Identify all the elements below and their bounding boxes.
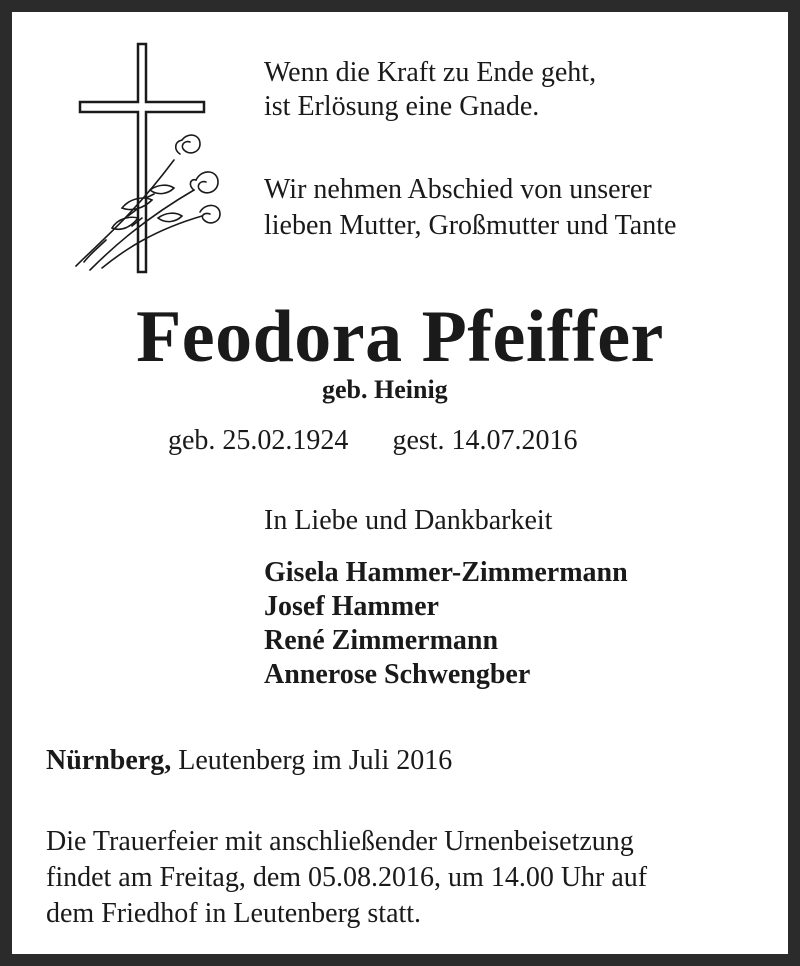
mourner-name: Josef Hammer bbox=[264, 591, 439, 622]
funeral-details bbox=[46, 824, 758, 932]
mourners-list bbox=[264, 556, 628, 692]
funeral-line-1: Die Trauerfeier mit anschließender Urnenbeisetzung bbox=[46, 826, 634, 857]
farewell-line-1: Wir nehmen Abschied von unserer bbox=[264, 174, 652, 205]
place-date bbox=[46, 744, 452, 778]
mourner-name: Gisela Hammer-Zimmermann bbox=[264, 557, 628, 588]
thanks-line: In Liebe und Dankbarkeit bbox=[264, 505, 553, 536]
deceased-name: Feodora Pfeiffer bbox=[136, 296, 664, 378]
place-rest: Leutenberg im Juli 2016 bbox=[178, 745, 453, 776]
verse-line-1: Wenn die Kraft zu Ende geht, bbox=[264, 57, 597, 88]
mourner-name: Annerose Schwengber bbox=[264, 659, 531, 690]
life-dates bbox=[168, 424, 578, 458]
death-date: gest. 14.07.2016 bbox=[392, 425, 578, 456]
place-city: Nürnberg, bbox=[46, 745, 172, 776]
cross-with-roses-icon bbox=[62, 40, 232, 280]
funeral-line-2: findet am Freitag, dem 05.08.2016, um 14.00 Uhr auf bbox=[46, 862, 648, 893]
farewell-text bbox=[264, 172, 758, 244]
cross-icon bbox=[80, 44, 204, 272]
verse bbox=[264, 56, 596, 124]
verse-line-2: ist Erlösung eine Gnade. bbox=[264, 91, 540, 122]
maiden-name: geb. Heinig bbox=[322, 375, 448, 404]
mourner-name: René Zimmermann bbox=[264, 625, 499, 656]
birth-date: geb. 25.02.1924 bbox=[168, 425, 349, 456]
funeral-line-3: dem Friedhof in Leutenberg statt. bbox=[46, 898, 422, 929]
farewell-line-2: lieben Mutter, Großmutter und Tante bbox=[264, 210, 677, 241]
roses-icon bbox=[76, 135, 220, 270]
